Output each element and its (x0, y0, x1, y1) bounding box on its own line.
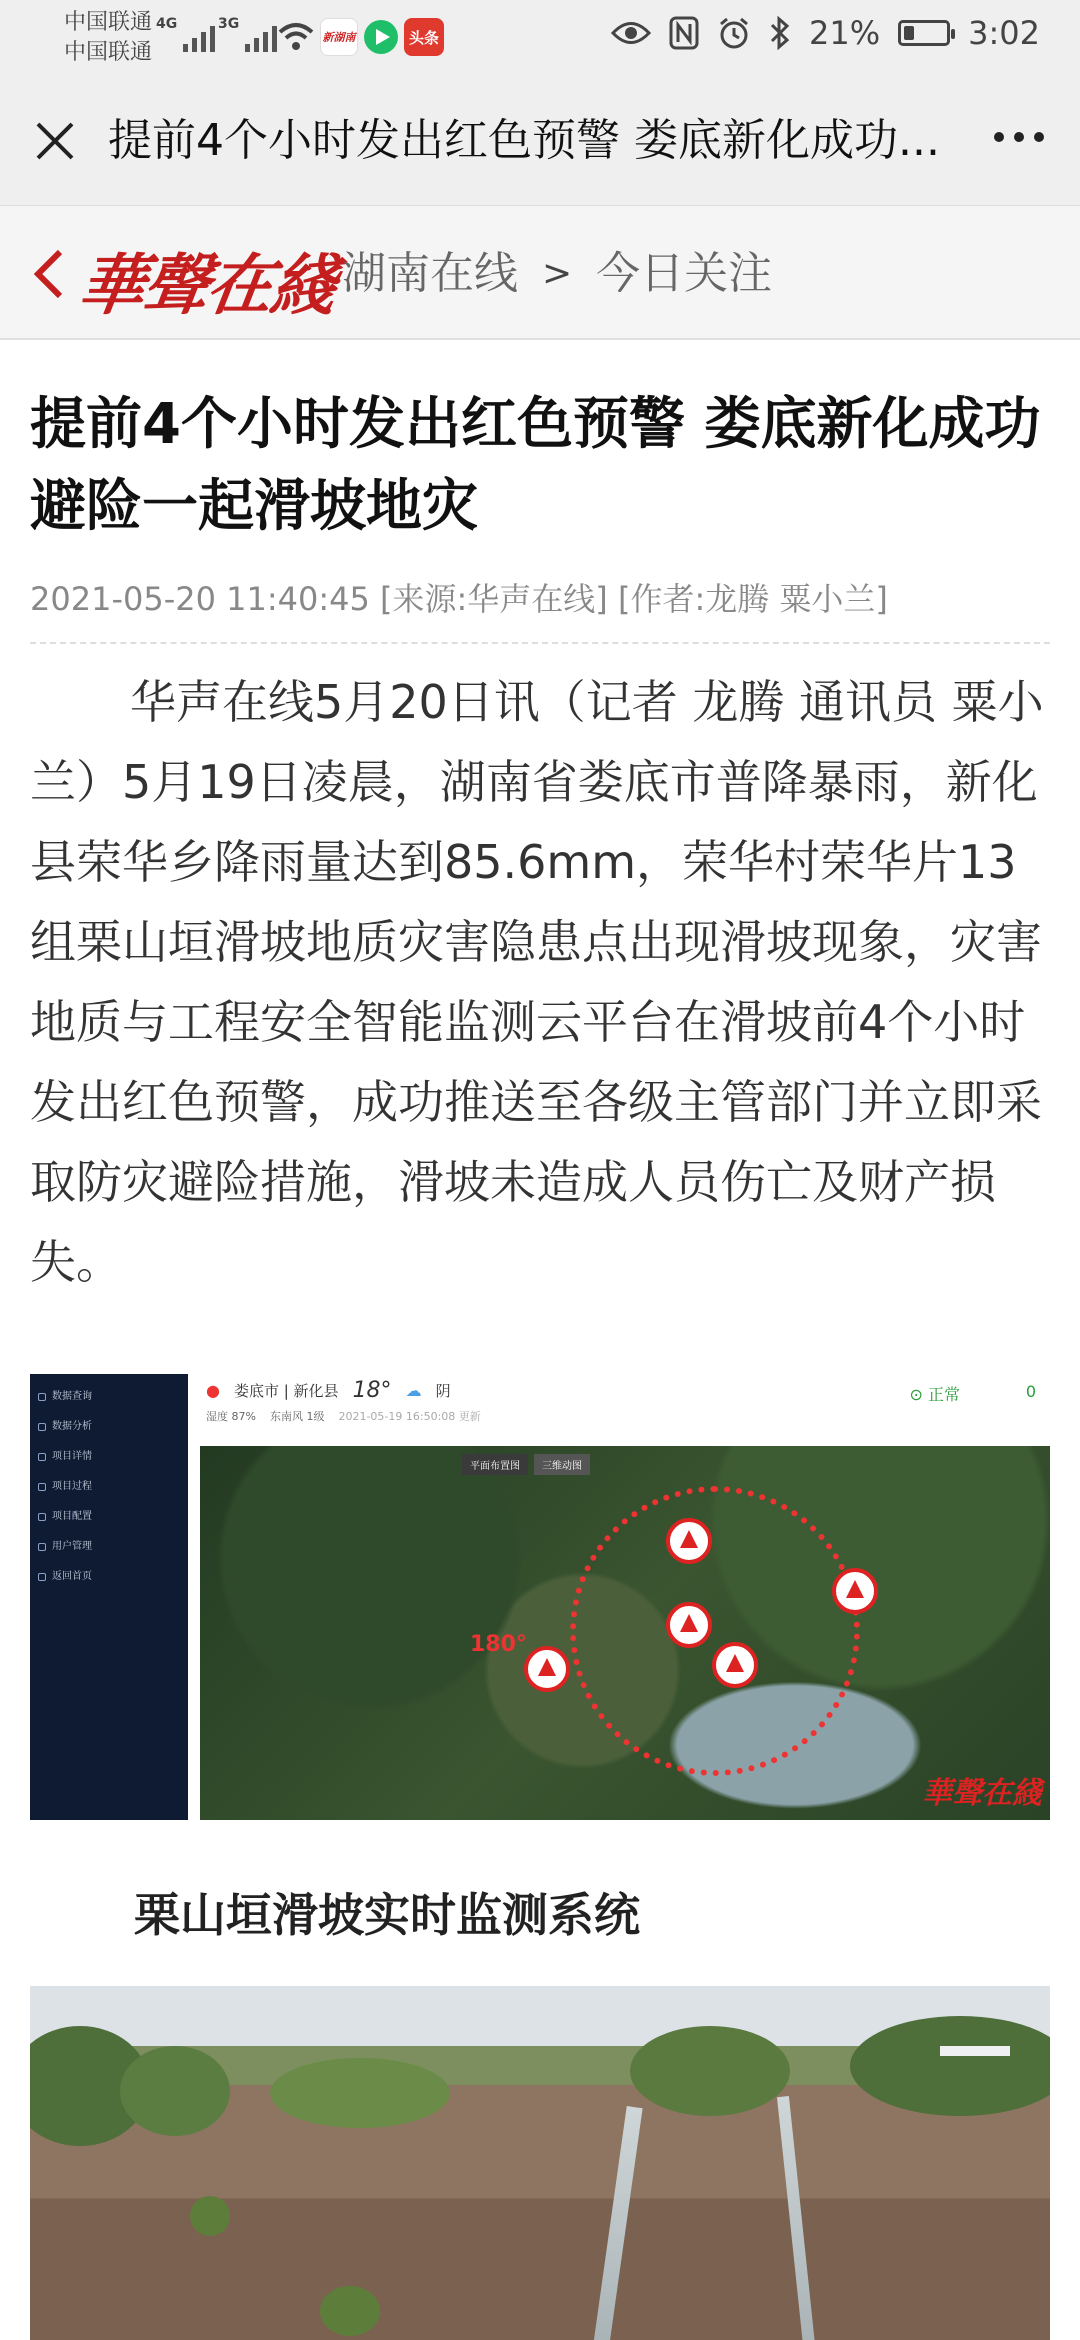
tab-plan-view: 平面布置图 (462, 1454, 528, 1475)
menu-item: 返回首页 (30, 1562, 188, 1592)
network-4g-label: 4G (156, 16, 178, 32)
status-normal: ⊙ 正常 (909, 1385, 960, 1404)
platform-header (200, 1374, 1050, 1434)
site-nav (0, 206, 1080, 340)
alarm-icon (717, 16, 751, 50)
menu-item: 用户管理 (30, 1532, 188, 1562)
eye-icon (611, 18, 651, 48)
alert-count: 0 (1025, 1382, 1036, 1401)
battery-percent: 21% (809, 14, 881, 52)
status-bar (0, 0, 1080, 76)
breadcrumb (342, 244, 772, 304)
carrier-1: 中国联通 (64, 10, 153, 35)
temperature-text: 18° (352, 1378, 392, 1403)
monitoring-platform-image[interactable] (30, 1374, 1050, 1820)
site-logo[interactable]: 華聲在綫 (73, 246, 341, 324)
close-icon[interactable] (28, 114, 82, 168)
warning-ring (570, 1486, 860, 1776)
landslide-photo[interactable] (30, 1986, 1050, 2340)
page-title: 提前4个小时发出红色预警 娄底新化成功... (108, 115, 940, 166)
menu-item: 数据分析 (30, 1412, 188, 1442)
wifi-icon (276, 16, 316, 56)
menu-item: 项目详情 (30, 1442, 188, 1472)
tab-3d-view: 三维动图 (534, 1454, 590, 1475)
clock: 3:02 (968, 14, 1040, 52)
signal-4g-icon (156, 16, 215, 52)
breadcrumb-hunan-online[interactable]: 湖南在线 (342, 248, 518, 299)
article-headline: 提前4个小时发出红色预警 娄底新化成功避险一起滑坡地灾 (30, 392, 1041, 539)
article-meta: 2021-05-20 11:40:45 [来源:华声在线] [作者:龙腾 粟小兰] (30, 574, 1050, 644)
platform-sidebar (30, 1374, 188, 1820)
menu-item: 数据查询 (30, 1382, 188, 1412)
angle-label: 180° (470, 1632, 527, 1657)
warning-marker-icon (666, 1518, 712, 1564)
webview-top-bar (0, 76, 1080, 206)
breadcrumb-today-focus[interactable]: 今日关注 (596, 248, 773, 299)
satellite-map (200, 1446, 1050, 1820)
wind-text: 东南风 1级 (269, 1410, 325, 1423)
weather-text: 阴 (435, 1382, 451, 1400)
nfc-icon (669, 16, 699, 50)
menu-item: 项目过程 (30, 1472, 188, 1502)
article-paragraph: 华声在线5月20日讯（记者 龙腾 通讯员 粟小兰）5月19日凌晨，湖南省娄底市普降暴雨，新化县荣华乡降雨量达到85.6mm，荣华村荣华片13组栗山垣滑坡地质灾害隐患点出现滑坡现象，灾害地质与工程安全智能监测云平台在滑坡前4个小时发出红色预警，成功推送至各级主管部门并立即采取防灾避险措施，滑坡未造成人员伤亡及财产损失。 (30, 675, 1044, 1289)
warning-marker-icon (712, 1642, 758, 1688)
battery-icon (898, 20, 950, 46)
xinhunan-app-icon: 新湖南 (320, 18, 358, 56)
video-app-icon (362, 18, 400, 56)
network-3g-label: 3G (218, 16, 240, 32)
carrier-info (64, 8, 152, 68)
image-watermark: 華聲在綫 (922, 1776, 1042, 1811)
more-options-icon[interactable] (994, 132, 1044, 142)
bluetooth-icon (769, 16, 791, 50)
warning-marker-icon (666, 1602, 712, 1648)
signal-3g-icon (218, 16, 277, 52)
location-pin-icon: ● (206, 1381, 220, 1400)
article (30, 340, 1050, 1302)
location-text: 娄底市 | 新化县 (233, 1382, 339, 1400)
warning-marker-icon (832, 1568, 878, 1614)
status-right-group (611, 14, 1040, 52)
humidity-text: 湿度 87% (206, 1410, 256, 1423)
breadcrumb-separator: > (542, 253, 573, 294)
carrier-2: 中国联通 (64, 40, 153, 65)
menu-item: 项目配置 (30, 1502, 188, 1532)
warning-marker-icon (524, 1646, 570, 1692)
update-time-text: 2021-05-19 16:50:08 更新 (338, 1410, 481, 1423)
toutiao-app-icon: 头条 (404, 18, 444, 56)
figure-caption: 栗山垣滑坡实时监测系统 (134, 1888, 640, 1942)
cloud-icon: ☁ (405, 1381, 422, 1400)
back-chevron-icon[interactable] (28, 246, 68, 302)
